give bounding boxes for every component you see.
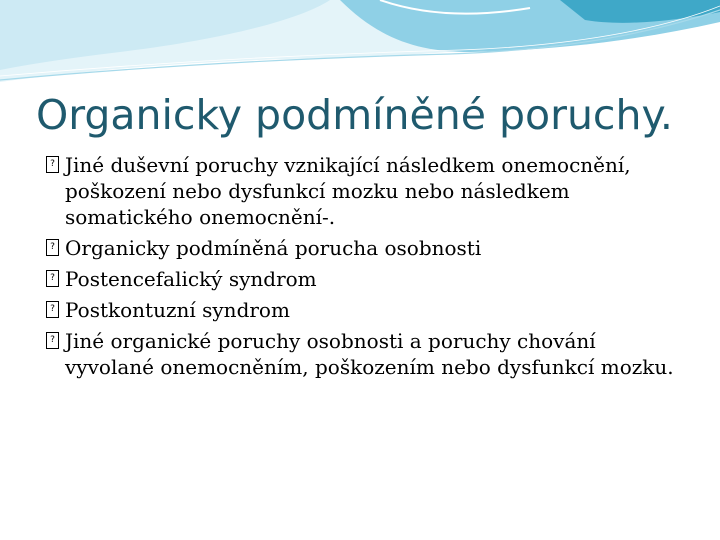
bullet-item	[46, 152, 686, 230]
bullet-text: Jiné duševní poruchy vznikající následkem onemocnění, poškození nebo dysfunkcí mozku nebo následkem somatického onemocnění-.	[65, 153, 631, 229]
bullet-item	[46, 235, 686, 261]
bullet-text: Postencefalický syndrom	[65, 267, 317, 291]
bullet-item	[46, 266, 686, 292]
bullet-marker-icon	[46, 239, 59, 256]
bullet-marker-icon	[46, 332, 59, 349]
bullet-marker-icon	[46, 156, 59, 173]
bullet-marker-icon	[46, 270, 59, 287]
bullet-item	[46, 328, 686, 380]
bullet-text: Organicky podmíněná porucha osobnosti	[65, 236, 482, 260]
bullet-text: Jiné organické poruchy osobnosti a poruchy chování vyvolané onemocněním, poškozením nebo dysfunkcí mozku.	[65, 329, 674, 379]
header-wave-decoration	[0, 0, 720, 90]
bullet-marker-icon	[46, 301, 59, 318]
bullet-item	[46, 297, 686, 323]
bullet-list	[46, 152, 686, 385]
bullet-text: Postkontuzní syndrom	[65, 298, 290, 322]
slide-title: Organicky podmíněné poruchy.	[36, 91, 673, 139]
